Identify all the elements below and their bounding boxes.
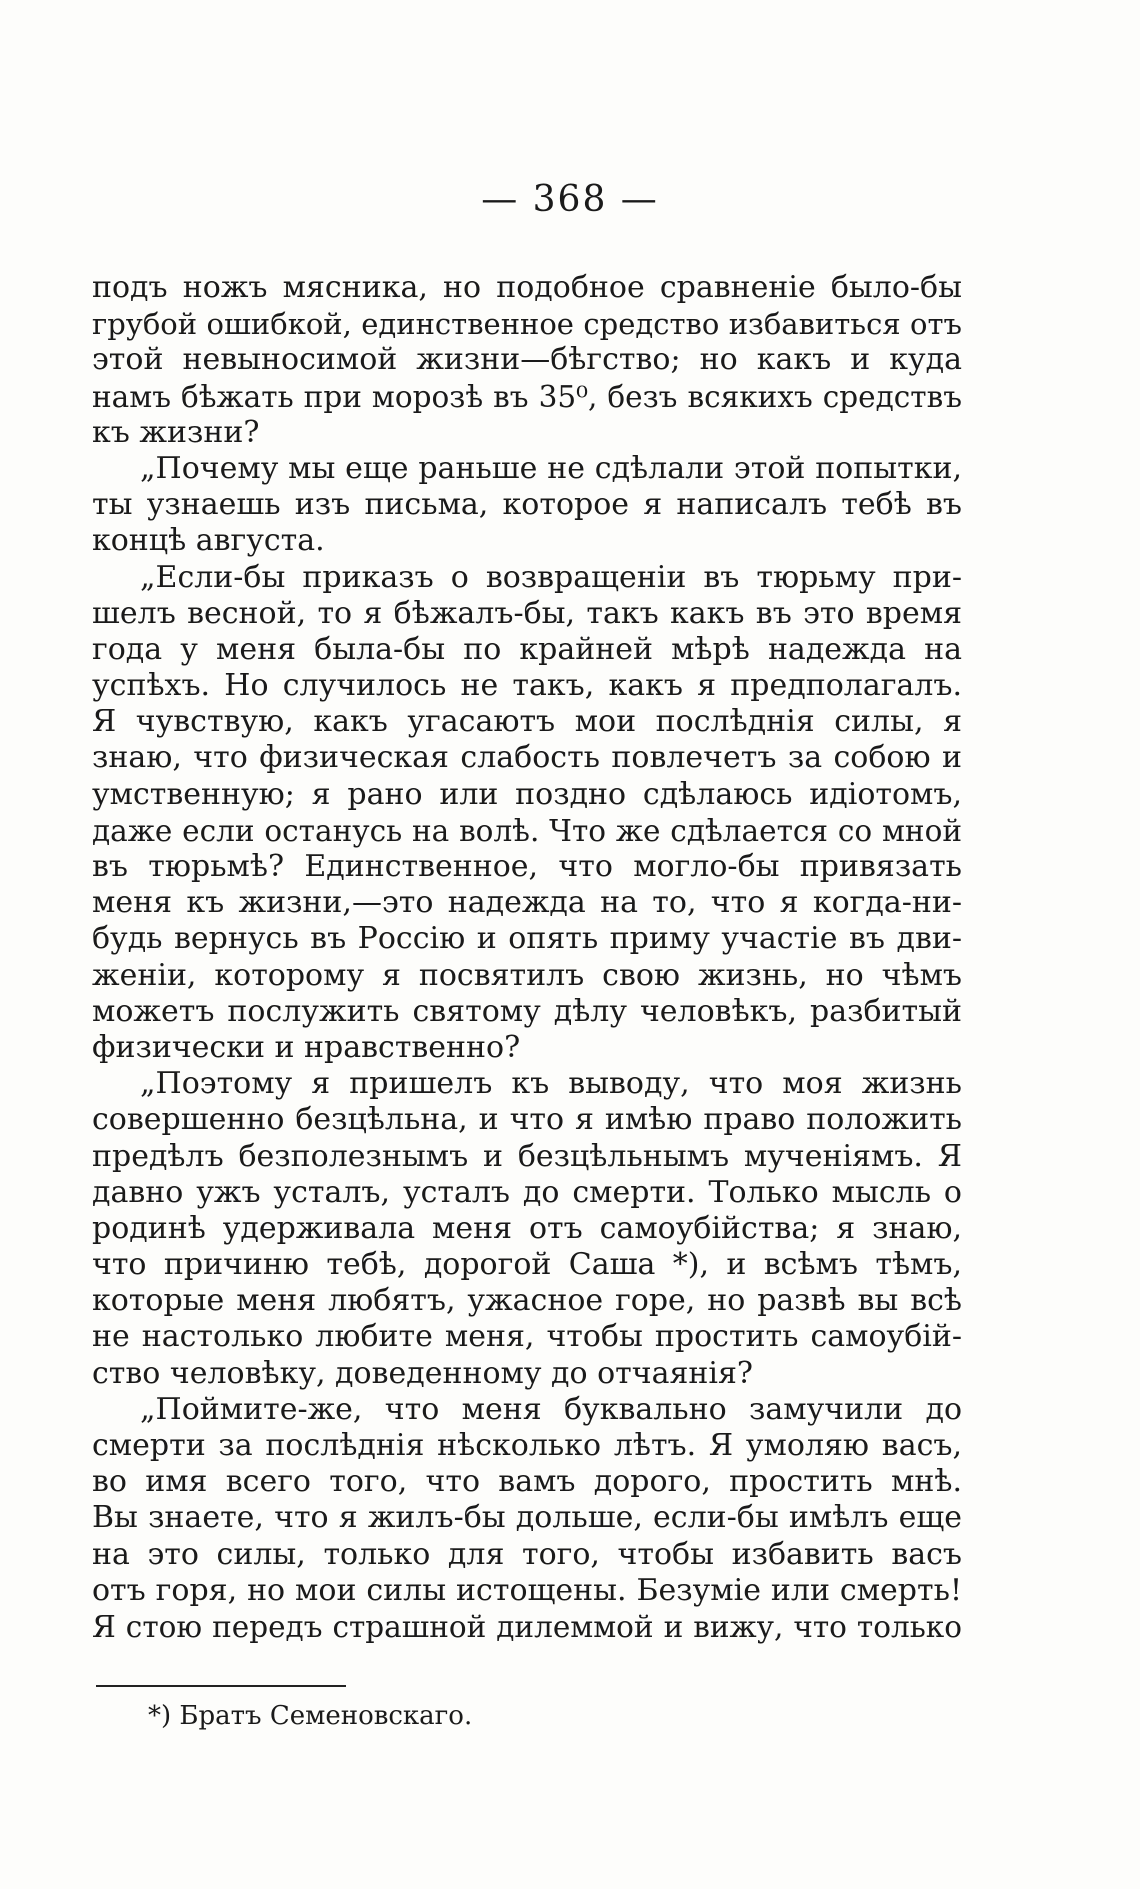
- text-line: „Почему мы еще раньше не сдѣлали этой попытки,: [140, 450, 962, 486]
- text-line: родинѣ удерживала меня отъ самоубійства; я знаю,: [92, 1210, 962, 1246]
- text-line: Вы знаете, что я жилъ-бы дольше, если-бы имѣлъ еще: [92, 1500, 962, 1536]
- text-line: ство человѣку, доведенному до отчаянія?: [92, 1355, 753, 1391]
- text-line: умственную; я рано или поздно сдѣлаюсь идіотомъ,: [92, 776, 962, 812]
- text-line: физически и нравственно?: [92, 1029, 521, 1065]
- text-line: намъ бѣжать при морозѣ въ 35⁰, безъ всякихъ средствъ: [92, 379, 962, 414]
- body-text: [92, 270, 962, 1645]
- text-line: года у меня была-бы по крайней мѣрѣ надежда на: [92, 631, 962, 667]
- text-line: смерти за послѣднія нѣсколько лѣтъ. Я умоляю васъ,: [92, 1428, 962, 1463]
- text-line: будь вернусь въ Россію и опять приму участіе въ дви-: [92, 921, 962, 957]
- text-line: отъ горя, но мои силы истощены. Безуміе или смерть!: [92, 1572, 962, 1608]
- text-line: которые меня любятъ, ужасное горе, но развѣ вы всѣ: [92, 1283, 962, 1319]
- text-line: предѣлъ безполезнымъ и безцѣльнымъ мученіямъ. Я: [92, 1138, 962, 1174]
- text-line: на это силы, только для того, чтобы избавить васъ: [92, 1536, 962, 1572]
- text-line: этой невыносимой жизни—бѣгство; но какъ и куда: [92, 342, 962, 378]
- text-line: Я чувствую, какъ угасаютъ мои послѣднія силы, я: [92, 704, 962, 740]
- text-line: „Поэтому я пришелъ къ выводу, что моя жизнь: [140, 1066, 962, 1102]
- text-line: успѣхъ. Но случилось не такъ, какъ я предполагалъ.: [92, 668, 962, 704]
- text-line: можетъ послужить святому дѣлу человѣкъ, разбитый: [92, 993, 962, 1029]
- footnote: *) Братъ Семеновскаго.: [148, 1701, 473, 1731]
- text-line: во имя всего того, что вамъ дорого, простить мнѣ.: [92, 1464, 962, 1500]
- text-line: къ жизни?: [92, 414, 260, 450]
- text-line: „Поймите-же, что меня буквально замучили до: [140, 1391, 962, 1427]
- text-line: даже если останусь на волѣ. Что же сдѣлается со мной: [92, 813, 962, 848]
- text-line: „Если-бы приказъ о возвращеніи въ тюрьму при-: [140, 559, 962, 595]
- text-line: въ тюрьмѣ? Единственное, что могло-бы привязать: [92, 849, 962, 884]
- text-line: меня къ жизни,—это надежда на то, что я когда-ни-: [92, 885, 962, 921]
- footnote-divider: [96, 1685, 346, 1687]
- text-line: грубой ошибкой, единственное средство избавиться отъ: [92, 307, 962, 342]
- page-number: — 368 —: [481, 179, 659, 220]
- text-line: знаю, что физическая слабость повлечетъ за собою и: [92, 740, 962, 776]
- text-line: концѣ августа.: [92, 523, 325, 559]
- text-line: женіи, которому я посвятилъ свою жизнь, но чѣмъ: [92, 957, 962, 993]
- text-line: подъ ножъ мясника, но подобное сравненіе было-бы: [92, 270, 962, 305]
- text-line: давно ужъ усталъ, усталъ до смерти. Только мысль о: [92, 1174, 962, 1210]
- text-line: Я стою передъ страшной дилеммой и вижу, что только: [92, 1609, 962, 1644]
- text-line: совершенно безцѣльна, и что я имѣю право положить: [92, 1102, 962, 1138]
- text-line: что причиню тебѣ, дорогой Саша *), и всѣмъ тѣмъ,: [92, 1247, 962, 1283]
- text-line: ты узнаешь изъ письма, которое я написалъ тебѣ въ: [92, 487, 962, 523]
- text-line: не настолько любите меня, чтобы простить самоубій-: [92, 1319, 962, 1355]
- text-line: шелъ весной, то я бѣжалъ-бы, такъ какъ въ это время: [92, 595, 962, 631]
